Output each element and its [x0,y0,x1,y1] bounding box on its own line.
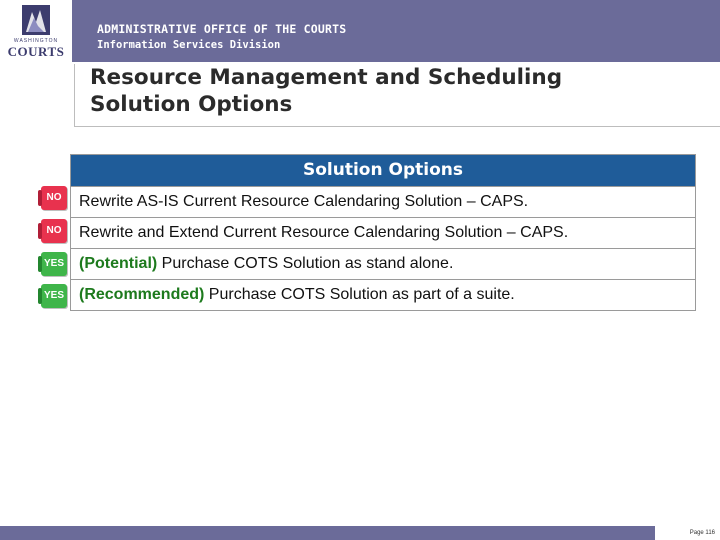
solution-options-table [70,154,696,311]
row-text: Rewrite and Extend Current Resource Calendaring Solution – CAPS. [79,224,569,241]
badge-label: NO [46,225,62,236]
row-text: Rewrite AS-IS Current Resource Calendaring Solution – CAPS. [79,193,529,210]
no-badge-icon [41,219,67,243]
row-text: Purchase COTS Solution as stand alone. [157,255,454,272]
title-divider [74,126,720,127]
badge-label: YES [43,290,64,301]
header-band [0,0,720,62]
page-number-box [654,526,720,540]
title-divider-vertical [74,64,75,126]
page-title-line2: Solution Options [90,92,293,117]
table-row [71,218,695,249]
logo-emblem-icon [6,4,66,38]
logo-state-text: WASHINGTON [13,38,59,44]
yes-badge-icon [41,284,67,308]
badge-label: NO [46,192,62,203]
org-name: ADMINISTRATIVE OFFICE OF THE COURTS [97,22,347,36]
table-row [71,280,695,310]
page-number: Page 116 [689,530,715,536]
logo-courts-text: COURTS [7,44,65,59]
row-text: Purchase COTS Solution as part of a suite. [204,286,515,303]
footer-band [0,526,720,540]
no-badge-icon [41,186,67,210]
table-header: Solution Options [71,155,695,187]
badge-label: YES [43,258,64,269]
row-tag: (Recommended) [79,286,205,303]
row-tag: (Potential) [79,255,158,272]
page-title [90,64,690,118]
org-division: Information Services Division [97,39,281,51]
page-title-line1: Resource Management and Scheduling [90,65,563,90]
yes-badge-icon [41,252,67,276]
table-row [71,187,695,218]
table-row [71,249,695,280]
washington-courts-logo [0,0,72,62]
